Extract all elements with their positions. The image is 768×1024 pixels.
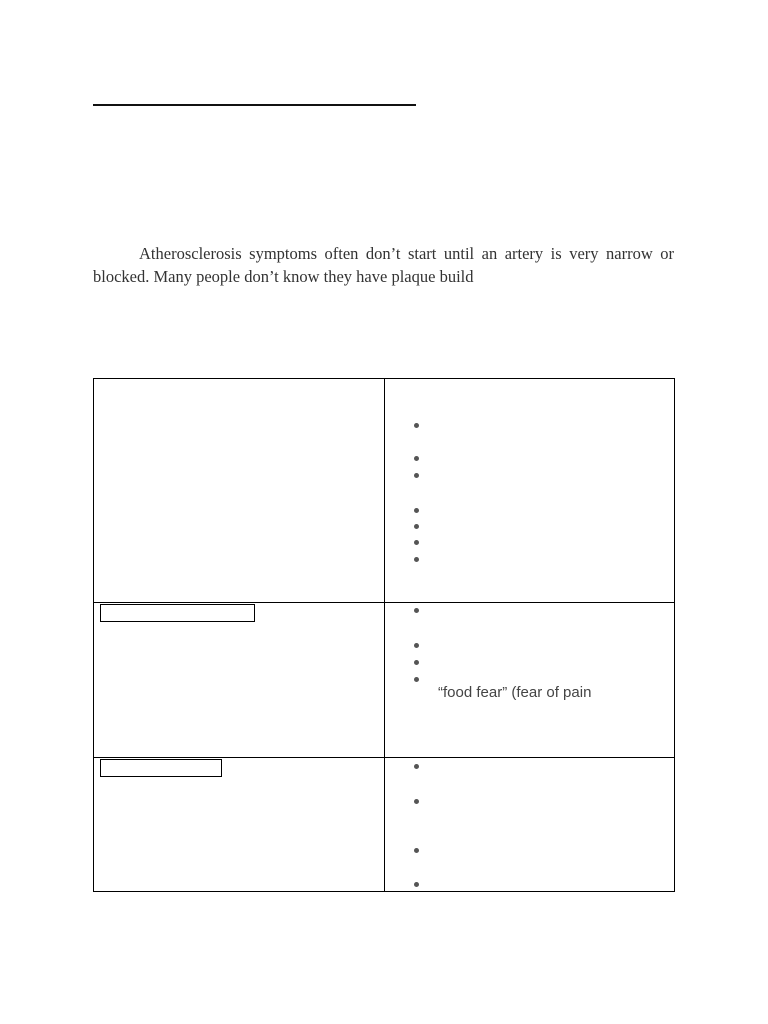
row-divider-1: [94, 602, 674, 603]
bullet-icon: [414, 423, 419, 428]
bullet-icon: [414, 882, 419, 887]
bullet-icon: [414, 848, 419, 853]
symptoms-table: [93, 378, 675, 892]
bullet-icon: [414, 643, 419, 648]
row-divider-2: [94, 757, 674, 758]
bullet-icon: [414, 456, 419, 461]
cell-text-food-fear: “food fear” (fear of pain: [438, 684, 592, 701]
bullet-icon: [414, 660, 419, 665]
bullet-icon: [414, 608, 419, 613]
bullet-icon: [414, 524, 419, 529]
bullet-icon: [414, 799, 419, 804]
body-paragraph: Atherosclerosis symptoms often don’t start until an artery is very narrow or blocked. Many people don’t know they have plaque build: [93, 244, 674, 286]
bullet-icon: [414, 764, 419, 769]
bullet-icon: [414, 677, 419, 682]
column-divider: [384, 379, 385, 891]
bullet-icon: [414, 508, 419, 513]
row-label-box: [100, 759, 222, 777]
row-label-box: [100, 604, 255, 622]
bullet-icon: [414, 540, 419, 545]
title-underline: [93, 104, 416, 106]
bullet-icon: [414, 557, 419, 562]
bullet-icon: [414, 473, 419, 478]
